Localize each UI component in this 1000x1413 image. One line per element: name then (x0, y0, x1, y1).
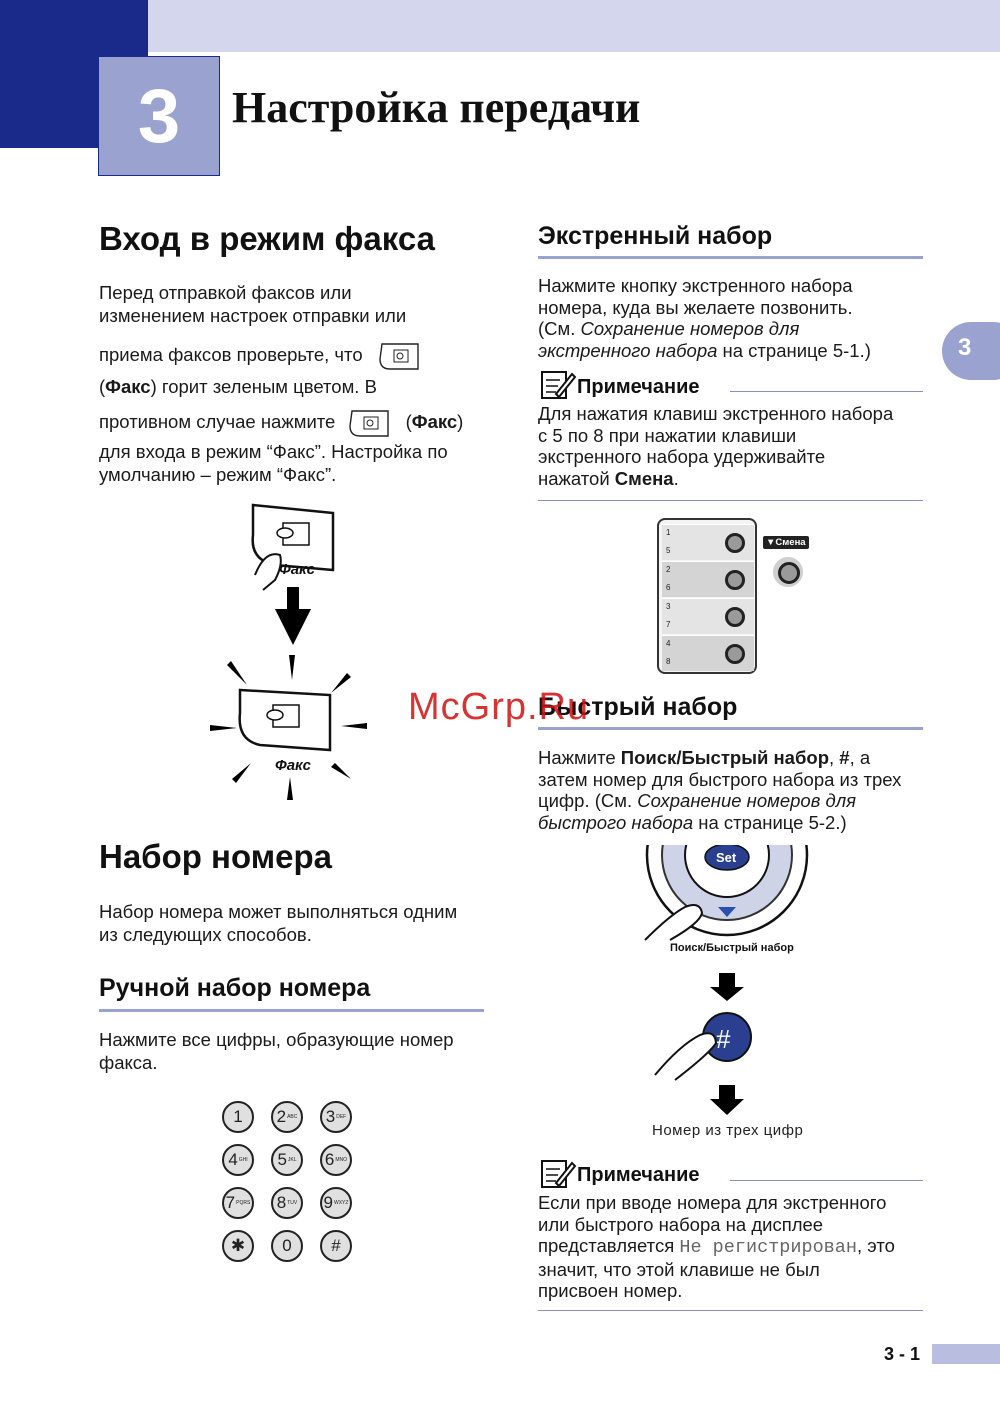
text-span: на странице 5-1.) (717, 339, 871, 361)
fax-key-icon (346, 408, 390, 438)
keypad-key[interactable] (222, 1101, 254, 1133)
fax-label-bottom: Факс (275, 757, 311, 774)
speed-dial-illustration (640, 845, 820, 1115)
text-line: для входа в режим “Факс”. Настройка по (99, 441, 448, 462)
one-touch-number-bottom: 5 (666, 546, 671, 555)
watermark: McGrp.Ru (408, 686, 590, 728)
text-line: из следующих способов. (99, 924, 312, 945)
text-line (538, 790, 938, 812)
keypad-digit: 6 (324, 1150, 335, 1169)
text-line: с 5 по 8 при нажатии клавиши (538, 424, 797, 446)
note-pencil-icon (540, 1157, 576, 1191)
text-line: Перед отправкой факсов или (99, 282, 352, 303)
speed-dial-paragraph (538, 747, 938, 833)
dialing-paragraph (99, 900, 499, 946)
text-span: , (829, 747, 840, 768)
text-line: затем номер для быстрого набора из трех (538, 768, 902, 790)
keypad-letters: ABC (287, 1114, 298, 1120)
one-touch-number-top: 3 (666, 602, 671, 611)
note-pencil-icon (540, 368, 576, 402)
text-span: на странице 5-2.) (693, 811, 847, 833)
keypad-key[interactable] (271, 1187, 303, 1219)
bold-text: Поиск (620, 747, 677, 768)
set-label: Set (716, 850, 737, 865)
keypad-digit: 9 (323, 1193, 333, 1212)
one-touch-row (662, 524, 754, 560)
chapter-title: Настройка передачи (232, 83, 641, 132)
section-rule (538, 256, 923, 259)
one-touch-button[interactable] (725, 644, 745, 664)
keypad-letters: WXYZ (334, 1200, 349, 1206)
text-line (538, 340, 938, 362)
chapter-number: 3 (137, 73, 181, 159)
note-end-rule (538, 500, 923, 501)
one-touch-paragraph (538, 275, 938, 361)
keypad-key[interactable] (320, 1230, 352, 1262)
text-line: изменением настроек отправки или (99, 305, 407, 326)
header-light-band (148, 0, 1000, 52)
one-touch-number-bottom: 7 (666, 620, 671, 629)
keypad-digit: 7 (225, 1193, 236, 1212)
keypad-key[interactable] (271, 1101, 303, 1133)
keypad-letters: GHI (238, 1157, 248, 1163)
text-line (538, 1235, 938, 1259)
page-number-bar (932, 1344, 1000, 1364)
bold-fax: Факс (411, 410, 458, 432)
one-touch-button[interactable] (725, 570, 745, 590)
text-span: Нажмите (538, 747, 621, 768)
keypad-digit: 0 (282, 1236, 292, 1255)
text-span: , это (857, 1235, 895, 1256)
bold-fax: Факс (105, 376, 151, 397)
bold-shift: Смена (614, 467, 674, 489)
keypad-key[interactable] (222, 1187, 254, 1219)
bold-text: Быстрый набор (681, 747, 830, 768)
one-touch-number-bottom: 8 (666, 657, 671, 666)
section-title-manual-dial: Ручной набор номера (99, 974, 371, 1002)
text-line (538, 318, 938, 340)
text-span: ) горит зеленым цветом. В (150, 376, 377, 397)
text-line (538, 468, 938, 490)
search-speed-dial-label: Поиск/Быстрый набор (670, 942, 794, 954)
one-touch-number-top: 4 (666, 639, 671, 648)
keypad-digit: # (331, 1236, 341, 1255)
note2-body (538, 1192, 938, 1302)
section-title-one-touch: Экстренный набор (538, 222, 773, 250)
keypad-digit: 8 (276, 1193, 287, 1212)
note-rule (730, 1180, 923, 1181)
fax-key-illustration (205, 495, 380, 805)
one-touch-row (662, 598, 754, 634)
keypad-letters: JKL (287, 1157, 297, 1163)
one-touch-button[interactable] (725, 607, 745, 627)
section-title-dialing: Набор номера (99, 838, 332, 875)
hash-key-label: # (716, 1024, 731, 1054)
text-line: Нажмите все цифры, образующие номер (99, 1029, 454, 1050)
keypad-digit: 5 (277, 1150, 287, 1169)
text-line-with-key: противном случае нажмите (Факс) (99, 408, 499, 438)
text-line (538, 812, 938, 834)
manual-dial-paragraph (99, 1028, 499, 1074)
display-message: Не регистрирован (679, 1237, 857, 1258)
bold-text: # (839, 747, 850, 768)
one-touch-row (662, 561, 754, 597)
text-span: (См. (538, 318, 581, 339)
keypad-key[interactable] (271, 1230, 303, 1262)
text-line: значит, что этой клавише не был (538, 1258, 820, 1280)
text-line: или быстрого набора на дисплее (538, 1213, 824, 1235)
keypad-key[interactable] (320, 1187, 352, 1219)
section-rule (538, 727, 923, 730)
italic-link-text: экстренного набора (538, 339, 718, 361)
text-line: умолчанию – режим “Факс”. (99, 464, 337, 485)
text-line: Если при вводе номера для экстренного (538, 1192, 887, 1213)
text-line: Для нажатия клавиш экстренного набора (538, 403, 894, 424)
note1-body (538, 403, 938, 489)
keypad-digit: 2 (276, 1107, 287, 1126)
keypad-digit: 4 (228, 1150, 238, 1169)
keypad-letters: DEF (336, 1114, 347, 1120)
text-span: , а (849, 747, 871, 768)
text-line: экстренного набора удерживайте (538, 446, 826, 467)
section-title-fax-mode: Вход в режим факса (99, 220, 435, 257)
text-span: противном случае нажмите (99, 410, 336, 432)
text-span: приема факсов проверьте, что (99, 343, 363, 365)
text-line (538, 747, 938, 769)
page-number: 3 - 1 (884, 1344, 921, 1364)
keypad-digit: ✱ (230, 1236, 246, 1255)
text-line: (Факс) горит зеленым цветом. В (99, 376, 377, 397)
one-touch-number-bottom: 6 (666, 583, 671, 592)
fax-label-top: Факс (279, 561, 315, 578)
text-line: Набор номера может выполняться одним (99, 901, 458, 922)
fax-mode-paragraph (99, 281, 499, 486)
keypad-key[interactable] (222, 1144, 254, 1176)
bold-text: / (676, 747, 682, 768)
keypad-key[interactable] (222, 1230, 254, 1262)
fax-key-icon (376, 341, 420, 371)
shift-label: ▼Смена (763, 536, 809, 549)
keypad (222, 1101, 372, 1271)
text-line-with-key (99, 341, 499, 371)
keypad-key[interactable] (320, 1144, 352, 1176)
keypad-digit: 1 (233, 1107, 243, 1126)
keypad-letters: PQRS (236, 1200, 251, 1206)
three-digit-caption: Номер из трех цифр (652, 1122, 804, 1139)
italic-link-text: быстрого набора (538, 811, 694, 833)
note-end-rule (538, 1310, 923, 1311)
section-rule (99, 1009, 484, 1012)
text-span: . (673, 467, 679, 489)
keypad-letters: MNO (335, 1157, 348, 1163)
one-touch-button[interactable] (725, 533, 745, 553)
one-touch-number-top: 2 (666, 565, 671, 574)
shift-button[interactable] (778, 562, 800, 584)
text-line: факса. (99, 1052, 158, 1073)
text-span: нажатой (538, 467, 615, 489)
text-line: присвоен номер. (538, 1280, 683, 1301)
one-touch-rows (662, 524, 754, 670)
note-title: Примечание (577, 1164, 700, 1186)
side-chapter-tab-label: 3 (958, 334, 972, 361)
keypad-key[interactable] (320, 1101, 352, 1133)
one-touch-row (662, 635, 754, 671)
text-span: представляется (538, 1235, 680, 1256)
text-line: Нажмите кнопку экстренного набора (538, 275, 853, 296)
note-rule (730, 391, 923, 392)
one-touch-number-top: 1 (666, 528, 671, 537)
keypad-digit: 3 (325, 1107, 336, 1126)
italic-link-text: Сохранение номеров для (637, 790, 857, 811)
note-title: Примечание (577, 376, 700, 398)
italic-link-text: Сохранение номеров для (580, 318, 800, 339)
section-title-speed-dial: Быстрый набор (538, 693, 738, 721)
keypad-letters: TUV (287, 1200, 298, 1206)
keypad-key[interactable] (271, 1144, 303, 1176)
text-span: цифр. (См. (538, 790, 638, 811)
text-line: номера, куда вы желаете позвонить. (538, 296, 853, 318)
